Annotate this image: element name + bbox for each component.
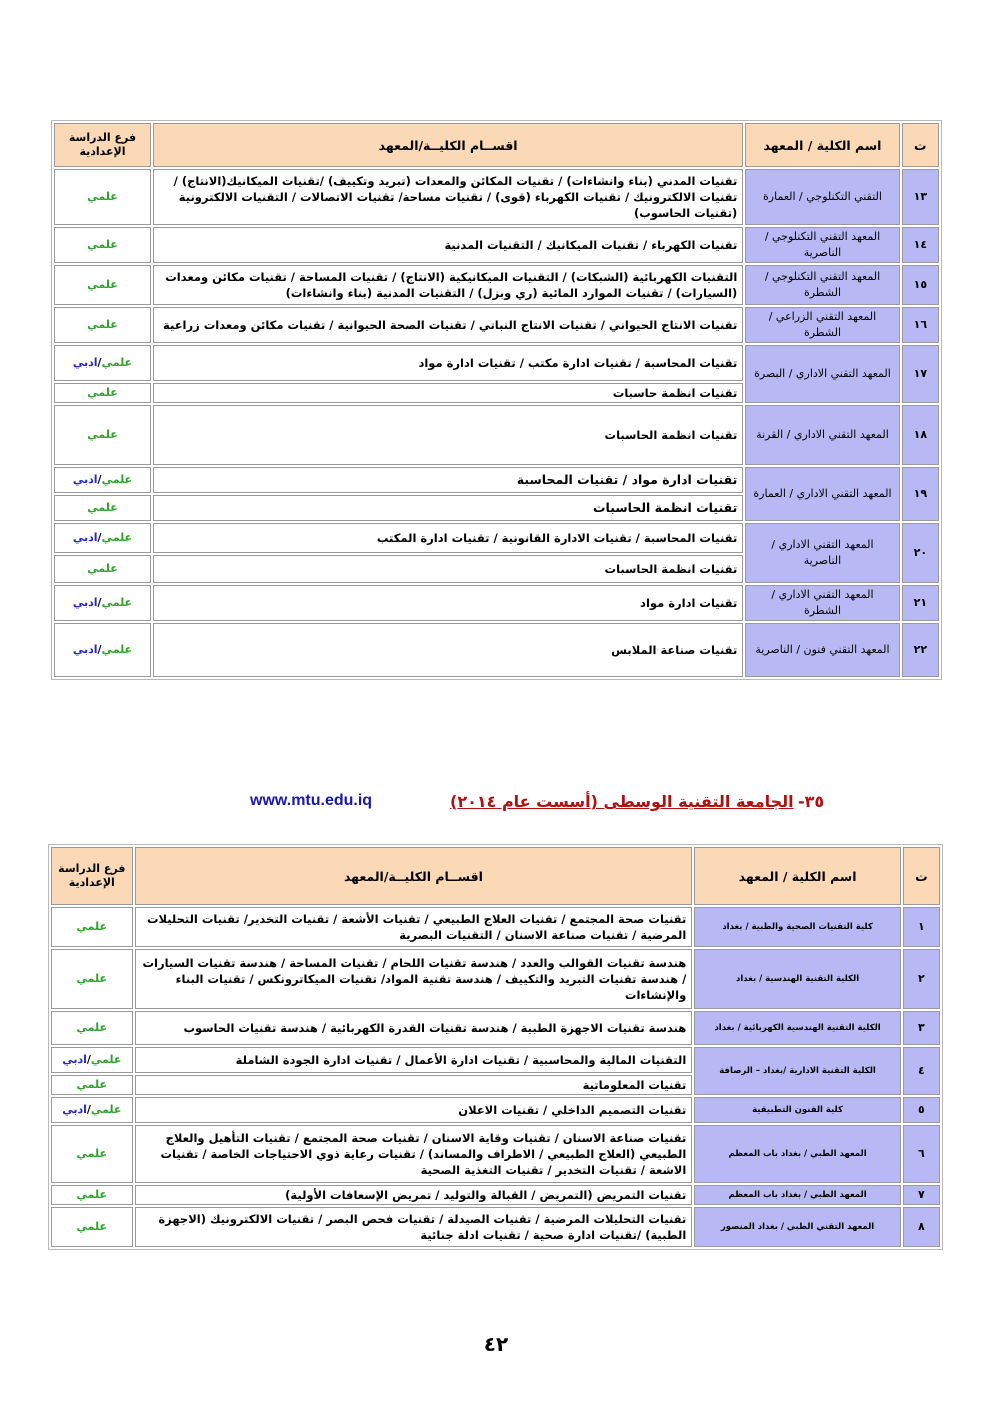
- study-branch: علمي: [51, 1011, 133, 1045]
- departments: تقنيات المدني (بناء وانشاءات) / تقنيات المكائن والمعدات (تبريد وتكييف) /تقنيات الميكانيك(الانتاج) / تقنيات الالكترونيك / تقنيات الكهرباء (قوى) / تقنيات مساحة/ تقنيات الاتصالات / التقنيات الالكترونية (تقنيات الحاسوب): [153, 169, 743, 225]
- institute-name: المعهد التقني الزراعي / الشطرة: [745, 307, 899, 343]
- departments: تقنيات المحاسبة / تقنيات ادارة مكتب / تقنيات ادارة مواد: [153, 345, 743, 381]
- study-branch: علمي/ادبي: [54, 467, 151, 493]
- section-number: ٣٥-: [798, 792, 825, 811]
- row-num: ٢: [903, 949, 940, 1009]
- branch-scientific: علمي: [101, 531, 133, 545]
- departments: تقنيات انظمة الحاسبات: [153, 405, 743, 465]
- departments: تقنيات ادارة مواد: [153, 585, 743, 621]
- institute-name: المعهد التقني الاداري / العمارة: [745, 467, 899, 521]
- study-branch: علمي: [51, 907, 133, 947]
- departments: تقنيات ادارة مواد / تقنيات المحاسبة: [153, 467, 743, 493]
- table-row: [54, 169, 939, 225]
- institute-name: الكلية التقنية الهندسية / بغداد: [694, 949, 901, 1009]
- institute-name: المعهد التقني الطبي / بغداد المنصور: [694, 1207, 901, 1247]
- header-branch: فرع الدراسة الإعدادية: [51, 847, 133, 905]
- study-branch: علمي/ادبي: [54, 623, 151, 677]
- table-header-row: [54, 123, 939, 167]
- row-num: ٢٠: [902, 523, 939, 583]
- study-branch: علمي: [54, 169, 151, 225]
- header-num: ت: [903, 847, 940, 905]
- header-branch: فرع الدراسة الإعدادية: [54, 123, 151, 167]
- institute-name: المعهد التقني الاداري / القرنة: [745, 405, 899, 465]
- study-branch: علمي: [54, 555, 151, 583]
- study-branch: علمي: [54, 307, 151, 343]
- row-num: ٢١: [902, 585, 939, 621]
- page-number: ٤٢: [483, 1332, 509, 1356]
- departments: تقنيات الكهرباء / تقنيات الميكانيك / التقنيات المدنية: [153, 227, 743, 263]
- departments: تقنيات التصميم الداخلي / تقنيات الاعلان: [135, 1097, 693, 1123]
- table-row: [54, 307, 939, 343]
- branch-literary: ادبي: [62, 1103, 87, 1117]
- institute-name: المعهد التقني الاداري / الناصرية: [745, 523, 899, 583]
- row-num: ٢٢: [902, 623, 939, 677]
- table-row: [54, 265, 939, 305]
- institutes-table-1: [51, 120, 942, 680]
- header-depts: اقســام الكليــة/المعهد: [153, 123, 743, 167]
- header-name: اسم الكلية / المعهد: [745, 123, 899, 167]
- table-row: [51, 907, 940, 947]
- institute-name: المعهد التقني التكنلوجي / الناصرية: [745, 227, 899, 263]
- table-row: [51, 1185, 940, 1205]
- table-row: [54, 467, 939, 493]
- table-row: [51, 1097, 940, 1123]
- row-num: ١٩: [902, 467, 939, 521]
- study-branch: علمي: [54, 405, 151, 465]
- departments: تقنيات التمريض (التمريض / القبالة والتوليد / تمريض الإسعافات الأولية): [135, 1185, 693, 1205]
- branch-literary: ادبي: [72, 596, 98, 610]
- departments: تقنيات صناعة الاسنان / تقنيات وقاية الاسنان / تقنيات صحة المجتمع / تقنيات التأهيل والعلاج الطبيعي (العلاج الطبيعي / الاطراف والمساند) / تقنيات رعاية ذوي الاحتياجات الخاصة / تقنيات الاشعة / تقنيات التخدير / تقنيات التغذية الصحية: [135, 1125, 693, 1183]
- departments: تقنيات انظمة الحاسبات: [153, 495, 743, 521]
- row-num: ٥: [903, 1097, 940, 1123]
- branch-scientific: علمي: [90, 1053, 122, 1067]
- table-row: [54, 623, 939, 677]
- institute-name: المعهد التقني الاداري / الشطرة: [745, 585, 899, 621]
- branch-literary: ادبي: [62, 1053, 87, 1067]
- row-num: ٧: [903, 1185, 940, 1205]
- institute-name: كلية الفنون التطبيقية: [694, 1097, 901, 1123]
- branch-scientific: علمي: [101, 596, 133, 610]
- table-row: [51, 949, 940, 1009]
- university-title: الجامعة التقنية الوسطى (أسست عام ٢٠١٤): [450, 792, 794, 811]
- table-row: [54, 405, 939, 465]
- header-num: ت: [902, 123, 939, 167]
- institute-name: التقني التكنلوجي / العمارة: [745, 169, 899, 225]
- table-row: [51, 1011, 940, 1045]
- table-header-row: [51, 847, 940, 905]
- study-branch: علمي: [51, 1185, 133, 1205]
- table-row: [54, 523, 939, 553]
- row-num: ١٣: [902, 169, 939, 225]
- study-branch: علمي: [54, 383, 151, 403]
- row-num: ١٧: [902, 345, 939, 403]
- branch-literary: ادبي: [72, 356, 98, 370]
- institutes-table-2: [48, 844, 943, 1250]
- institute-name: المعهد التقني فنون / الناصرية: [745, 623, 899, 677]
- institute-name: المعهد الطبي / بغداد باب المعظم: [694, 1125, 901, 1183]
- branch-scientific: علمي: [101, 356, 133, 370]
- departments: تقنيات انظمة حاسبات: [153, 383, 743, 403]
- institute-name: الكلية التقنية الهندسية الكهربائية / بغداد: [694, 1011, 901, 1045]
- study-branch: علمي/ادبي: [51, 1097, 133, 1123]
- study-branch: علمي: [51, 1125, 133, 1183]
- study-branch: علمي: [51, 1207, 133, 1247]
- departments: تقنيات المعلوماتية: [135, 1075, 693, 1095]
- departments: هندسة تقنيات الاجهزة الطبية / هندسة تقنيات القدرة الكهربائية / هندسة تقنيات الحاسوب: [135, 1011, 693, 1045]
- study-branch: علمي: [54, 227, 151, 263]
- study-branch: علمي/ادبي: [54, 523, 151, 553]
- departments: تقنيات انظمة الحاسبات: [153, 555, 743, 583]
- departments: تقنيات صناعة الملابس: [153, 623, 743, 677]
- institute-name: كلية التقنيات الصحية والطبية / بغداد: [694, 907, 901, 947]
- row-num: ١٥: [902, 265, 939, 305]
- branch-literary: ادبي: [72, 473, 98, 487]
- branch-scientific: علمي: [90, 1103, 122, 1117]
- table-row: [51, 1207, 940, 1247]
- table-row: [51, 1047, 940, 1073]
- row-num: ٨: [903, 1207, 940, 1247]
- study-branch: علمي: [54, 495, 151, 521]
- table-row: [51, 1125, 940, 1183]
- row-num: ١٤: [902, 227, 939, 263]
- branch-scientific: علمي: [101, 473, 133, 487]
- table-row: [54, 227, 939, 263]
- header-depts: اقســام الكليــة/المعهد: [135, 847, 693, 905]
- study-branch: علمي: [51, 949, 133, 1009]
- institute-name: المعهد التقني الاداري / البصرة: [745, 345, 899, 403]
- row-num: ١٨: [902, 405, 939, 465]
- row-num: ٦: [903, 1125, 940, 1183]
- study-branch: علمي/ادبي: [54, 585, 151, 621]
- institute-name: المعهد الطبي / بغداد باب المعظم: [694, 1185, 901, 1205]
- departments: التقنيات المالية والمحاسبية / تقنيات ادارة الأعمال / تقنيات ادارة الجودة الشاملة: [135, 1047, 693, 1073]
- departments: تقنيات المحاسبة / تقنيات الادارة القانونية / تقنيات ادارة المكتب: [153, 523, 743, 553]
- institute-name: الكلية التقنية الادارية /بغداد – الرصافة: [694, 1047, 901, 1095]
- section-heading: [250, 792, 850, 816]
- row-num: ١: [903, 907, 940, 947]
- branch-literary: ادبي: [72, 643, 98, 657]
- departments: هندسة تقنيات القوالب والعدد / هندسة تقنيات اللحام / تقنيات المساحة / هندسة تقنيات السيارات / هندسة تقنيات التبريد والتكييف / هندسة تقنية المواد/ تقنيات الميكاترونكس / تقنيات البناء والإنشاءات: [135, 949, 693, 1009]
- departments: تقنيات الانتاج الحيواني / تقنيات الانتاج النباتي / تقنيات الصحة الحيوانية / تقنيات مكائن ومعدات زراعية: [153, 307, 743, 343]
- departments: تقنيات صحة المجتمع / تقنيات العلاج الطبيعي / تقنيات الأشعة / تقنيات التخدير/ تقنيات التحليلات المرضية / تقنيات صناعة الاسنان / التقنيات البصرية: [135, 907, 693, 947]
- branch-scientific: علمي: [101, 643, 133, 657]
- university-url[interactable]: www.mtu.edu.iq: [250, 792, 373, 809]
- study-branch: علمي: [54, 265, 151, 305]
- table-row: [54, 345, 939, 381]
- row-num: ١٦: [902, 307, 939, 343]
- study-branch: علمي: [51, 1075, 133, 1095]
- row-num: ٣: [903, 1011, 940, 1045]
- table-row: [54, 585, 939, 621]
- study-branch: علمي/ادبي: [51, 1047, 133, 1073]
- study-branch: علمي/ادبي: [54, 345, 151, 381]
- institute-name: المعهد التقني التكنلوجي / الشطرة: [745, 265, 899, 305]
- departments: تقنيات التحليلات المرضية / تقنيات الصيدلة / تقنيات فحص البصر / تقنيات الالكترونيك (الاجهزة الطبية) /تقنيات ادارة صحية / تقنيات ادلة جنائية: [135, 1207, 693, 1247]
- row-num: ٤: [903, 1047, 940, 1095]
- header-name: اسم الكلية / المعهد: [694, 847, 901, 905]
- departments: التقنيات الكهربائية (الشبكات) / التقنيات الميكانيكية (الانتاج) / تقنيات المساحة / تقنيات مكائن ومعدات (السيارات) / تقنيات الموارد المائية (ري وبزل) / التقنيات المدنية (بناء وانشاءات): [153, 265, 743, 305]
- branch-literary: ادبي: [72, 531, 98, 545]
